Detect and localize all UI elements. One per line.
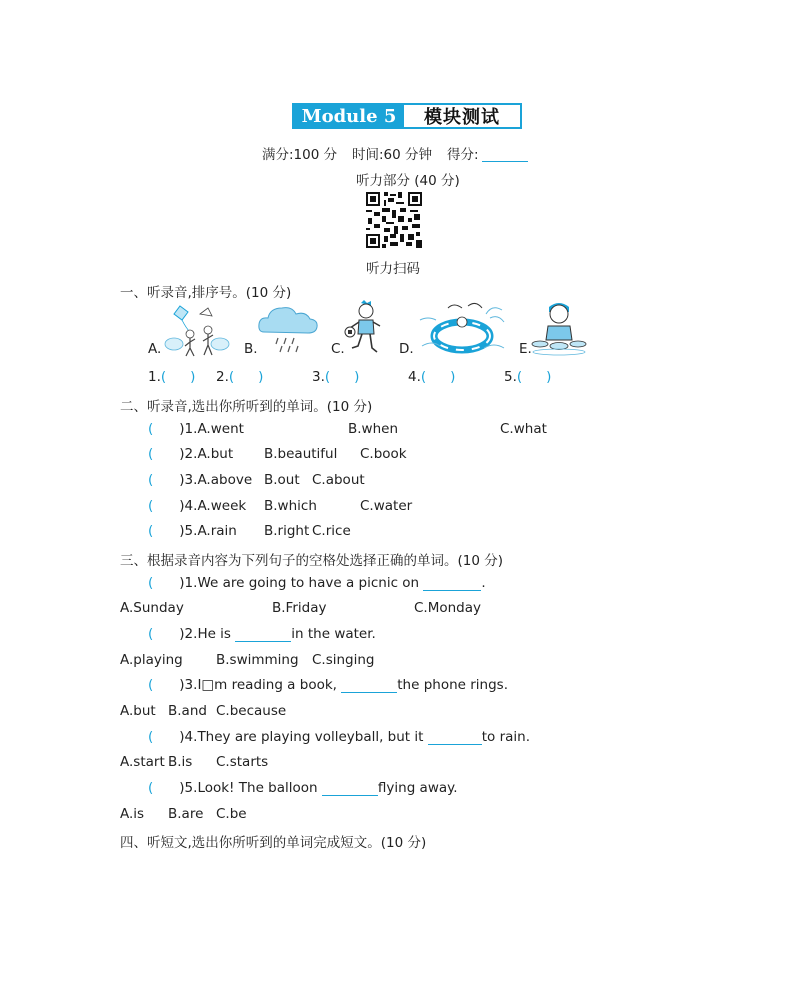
question-3-4: ( )4.They are playing volleyball, but it to rain. <box>148 729 530 745</box>
fill-blank[interactable] <box>341 678 397 693</box>
option-c: C.be <box>216 806 247 822</box>
order-number: 1. <box>148 369 161 385</box>
option-a: A.is <box>120 806 145 822</box>
full-score: 满分:100 分 <box>262 147 338 163</box>
option-a: A.start <box>120 754 165 770</box>
option-c: C.rice <box>312 523 351 539</box>
option-a: A.playing <box>120 652 183 668</box>
question-3-3: ( )3.I□m reading a book, the phone rings. <box>148 677 508 693</box>
answer-paren[interactable]: ( <box>148 421 154 437</box>
answer-paren[interactable]: ( <box>148 677 154 693</box>
section3-heading: 三、根据录音内容为下列句子的空格处选择正确的单词。(10 分) <box>120 553 504 569</box>
question-3-1: ( )1.We are going to have a picnic on . <box>148 575 486 591</box>
option-b: B.out <box>264 472 300 488</box>
fill-blank[interactable] <box>423 576 481 591</box>
section4-heading: 四、听短文,选出你所听到的单词完成短文。(10 分) <box>120 835 427 851</box>
option-c: C.starts <box>216 754 269 770</box>
question-3-5: ( )5.Look! The balloon flying away. <box>148 780 458 796</box>
answer-paren[interactable]: ( <box>148 780 154 796</box>
option-c: C.because <box>216 703 287 719</box>
option-b: B.Friday <box>272 600 327 616</box>
question-2-2: ( )2.A.but <box>148 446 234 462</box>
score-blank[interactable] <box>482 145 528 162</box>
fill-blank[interactable] <box>235 627 291 642</box>
order-answer-1[interactable]: 1.( ) <box>148 369 196 385</box>
module-label: Module 5 <box>294 105 404 127</box>
option-a: A.but <box>120 703 156 719</box>
qr-code-icon[interactable] <box>366 192 422 248</box>
order-number: 4. <box>408 369 421 385</box>
option-c: C.water <box>360 498 413 514</box>
option-b: B.and <box>168 703 207 719</box>
swim-ring-in-water-icon <box>418 300 506 358</box>
order-answer-2[interactable]: 2.( ) <box>216 369 264 385</box>
module-title: 模块测试 <box>424 107 500 128</box>
picture-letter-a: A. <box>148 341 162 357</box>
fill-blank[interactable] <box>322 781 378 796</box>
question-2-5: ( )5.A.rain <box>148 523 237 539</box>
picture-letter-e: E. <box>519 341 532 357</box>
option-b: B.swimming <box>216 652 299 668</box>
qr-caption: 听力扫码 <box>366 261 420 277</box>
module-title-badge <box>292 103 522 129</box>
option-c: C.book <box>360 446 407 462</box>
boy-eating-icon <box>530 300 588 358</box>
question-3-2: ( )2.He is in the water. <box>148 626 376 642</box>
picture-letter-c: C. <box>331 341 345 357</box>
option-a: A.Sunday <box>120 600 184 616</box>
rain-cloud-icon <box>256 302 320 356</box>
time-limit: 时间:60 分钟 <box>352 147 433 163</box>
answer-paren[interactable]: ( <box>148 575 154 591</box>
listening-part-label: 听力部分 (40 分) <box>356 173 460 189</box>
answer-paren[interactable]: ( <box>148 523 154 539</box>
answer-paren[interactable]: ( <box>148 729 154 745</box>
answer-paren[interactable]: ( <box>148 446 154 462</box>
answer-paren[interactable]: ( <box>148 498 154 514</box>
order-number: 3. <box>312 369 325 385</box>
option-c: C.Monday <box>414 600 482 616</box>
section1-heading: 一、听录音,排序号。(10 分) <box>120 285 292 301</box>
option-c: C.singing <box>312 652 375 668</box>
option-b: B.beautiful <box>264 446 338 462</box>
question-2-1: ( )1.A.went <box>148 421 244 437</box>
question-2-4: ( )4.A.week <box>148 498 247 514</box>
order-number: 2. <box>216 369 229 385</box>
order-answer-5[interactable]: 5.( ) <box>504 369 552 385</box>
question-2-3: ( )3.A.above <box>148 472 253 488</box>
section2-heading: 二、听录音,选出你所听到的单词。(10 分) <box>120 399 373 415</box>
score-label: 得分: <box>447 147 479 163</box>
children-flying-kite-icon <box>164 302 230 358</box>
picture-letter-b: B. <box>244 341 258 357</box>
fill-blank[interactable] <box>428 730 482 745</box>
boy-playing-football-icon <box>344 300 386 360</box>
order-answer-3[interactable]: 3.( ) <box>312 369 360 385</box>
option-c: C.about <box>312 472 365 488</box>
option-b: B.are <box>168 806 204 822</box>
option-c: C.what <box>500 421 547 437</box>
order-number: 5. <box>504 369 517 385</box>
option-b: B.when <box>348 421 399 437</box>
option-b: B.which <box>264 498 317 514</box>
option-b: B.is <box>168 754 193 770</box>
order-answer-4[interactable]: 4.( ) <box>408 369 456 385</box>
option-b: B.right <box>264 523 310 539</box>
answer-paren[interactable]: ( <box>148 472 154 488</box>
answer-paren[interactable]: ( <box>148 626 154 642</box>
picture-letter-d: D. <box>399 341 414 357</box>
